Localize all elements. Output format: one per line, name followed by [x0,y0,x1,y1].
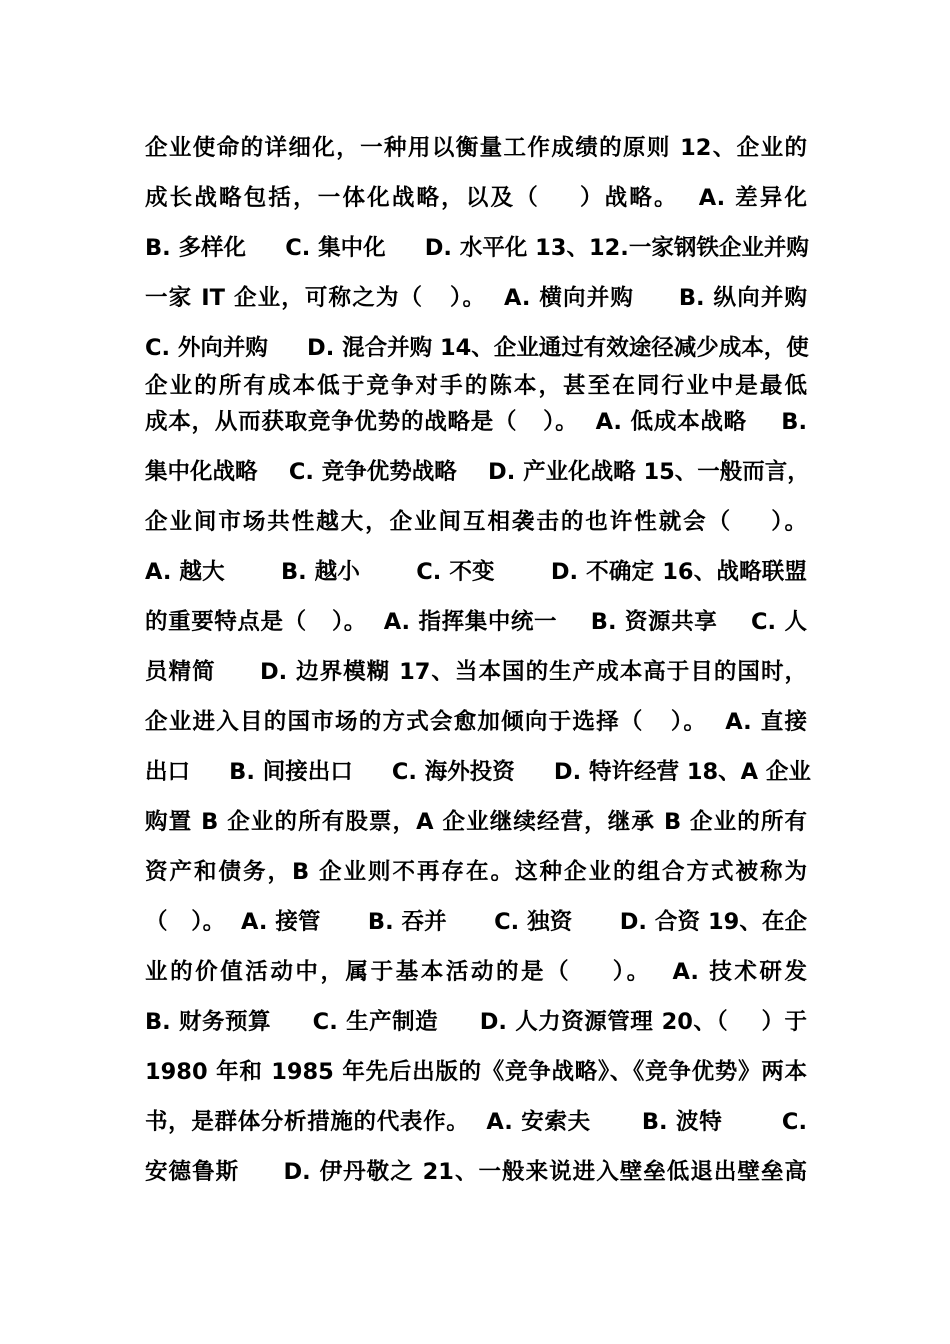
text-line: 安德鲁斯 D. 伊丹敬之 21、一般来说进入壁垒低退出壁垒高 [145,1159,807,1185]
text-line: B. 多样化 C. 集中化 D. 水平化 13、12.一家钢铁企业并购 [145,235,809,261]
text-line: 一家 IT 企业，可称之为（ ）。 A. 横向并购 B. 纵向并购 [145,285,807,311]
text-line: 员精简 D. 边界模糊 17、当本国的生产成本高于目的国时， [145,659,807,685]
text-line: 1980 年和 1985 年先后出版的《竞争战略》、《竞争优势》两本 [145,1059,807,1085]
text-line: 企业间市场共性越大，企业间互相袭击的也许性就会（ ）。 [145,509,807,535]
text-line: A. 越大 B. 越小 C. 不变 D. 不确定 16、战略联盟 [145,559,807,585]
text-line: 企业进入目的国市场的方式会愈加倾向于选择（ ）。 A. 直接 [145,709,807,735]
text-line: 企业使命的详细化，一种用以衡量工作成绩的原则 12、企业的 [145,135,807,161]
text-line: B. 财务预算 C. 生产制造 D. 人力资源管理 20、（ ）于 [145,1009,807,1035]
text-line: 企业的所有成本低于竞争对手的陈本，甚至在同行业中是最低 [145,373,807,399]
text-line: 成本，从而获取竞争优势的战略是（ ）。 A. 低成本战略 B. [145,409,807,435]
text-line: 成长战略包括，一体化战略，以及（ ）战略。 A. 差异化 [145,185,807,211]
text-line: （ ）。 A. 接管 B. 吞并 C. 独资 D. 合资 19、在企 [145,909,807,935]
text-line: 出口 B. 间接出口 C. 海外投资 D. 特许经营 18、A 企业 [145,759,811,785]
text-line: 集中化战略 C. 竞争优势战略 D. 产业化战略 15、一般而言， [145,459,810,485]
text-line: 的重要特点是（ ）。 A. 指挥集中统一 B. 资源共享 C. 人 [145,609,807,635]
text-line: 资产和债务，B 企业则不再存在。这种企业的组合方式被称为 [145,859,807,885]
text-line: 业的价值活动中，属于基本活动的是（ ）。 A. 技术研发 [145,959,807,985]
text-line: 书，是群体分析措施的代表作。 A. 安索夫 B. 波特 C. [145,1109,807,1135]
text-line: C. 外向并购 D. 混合并购 14、企业通过有效途径减少成本，使 [145,335,809,361]
text-line: 购置 B 企业的所有股票，A 企业继续经营，继承 B 企业的所有 [145,809,807,835]
